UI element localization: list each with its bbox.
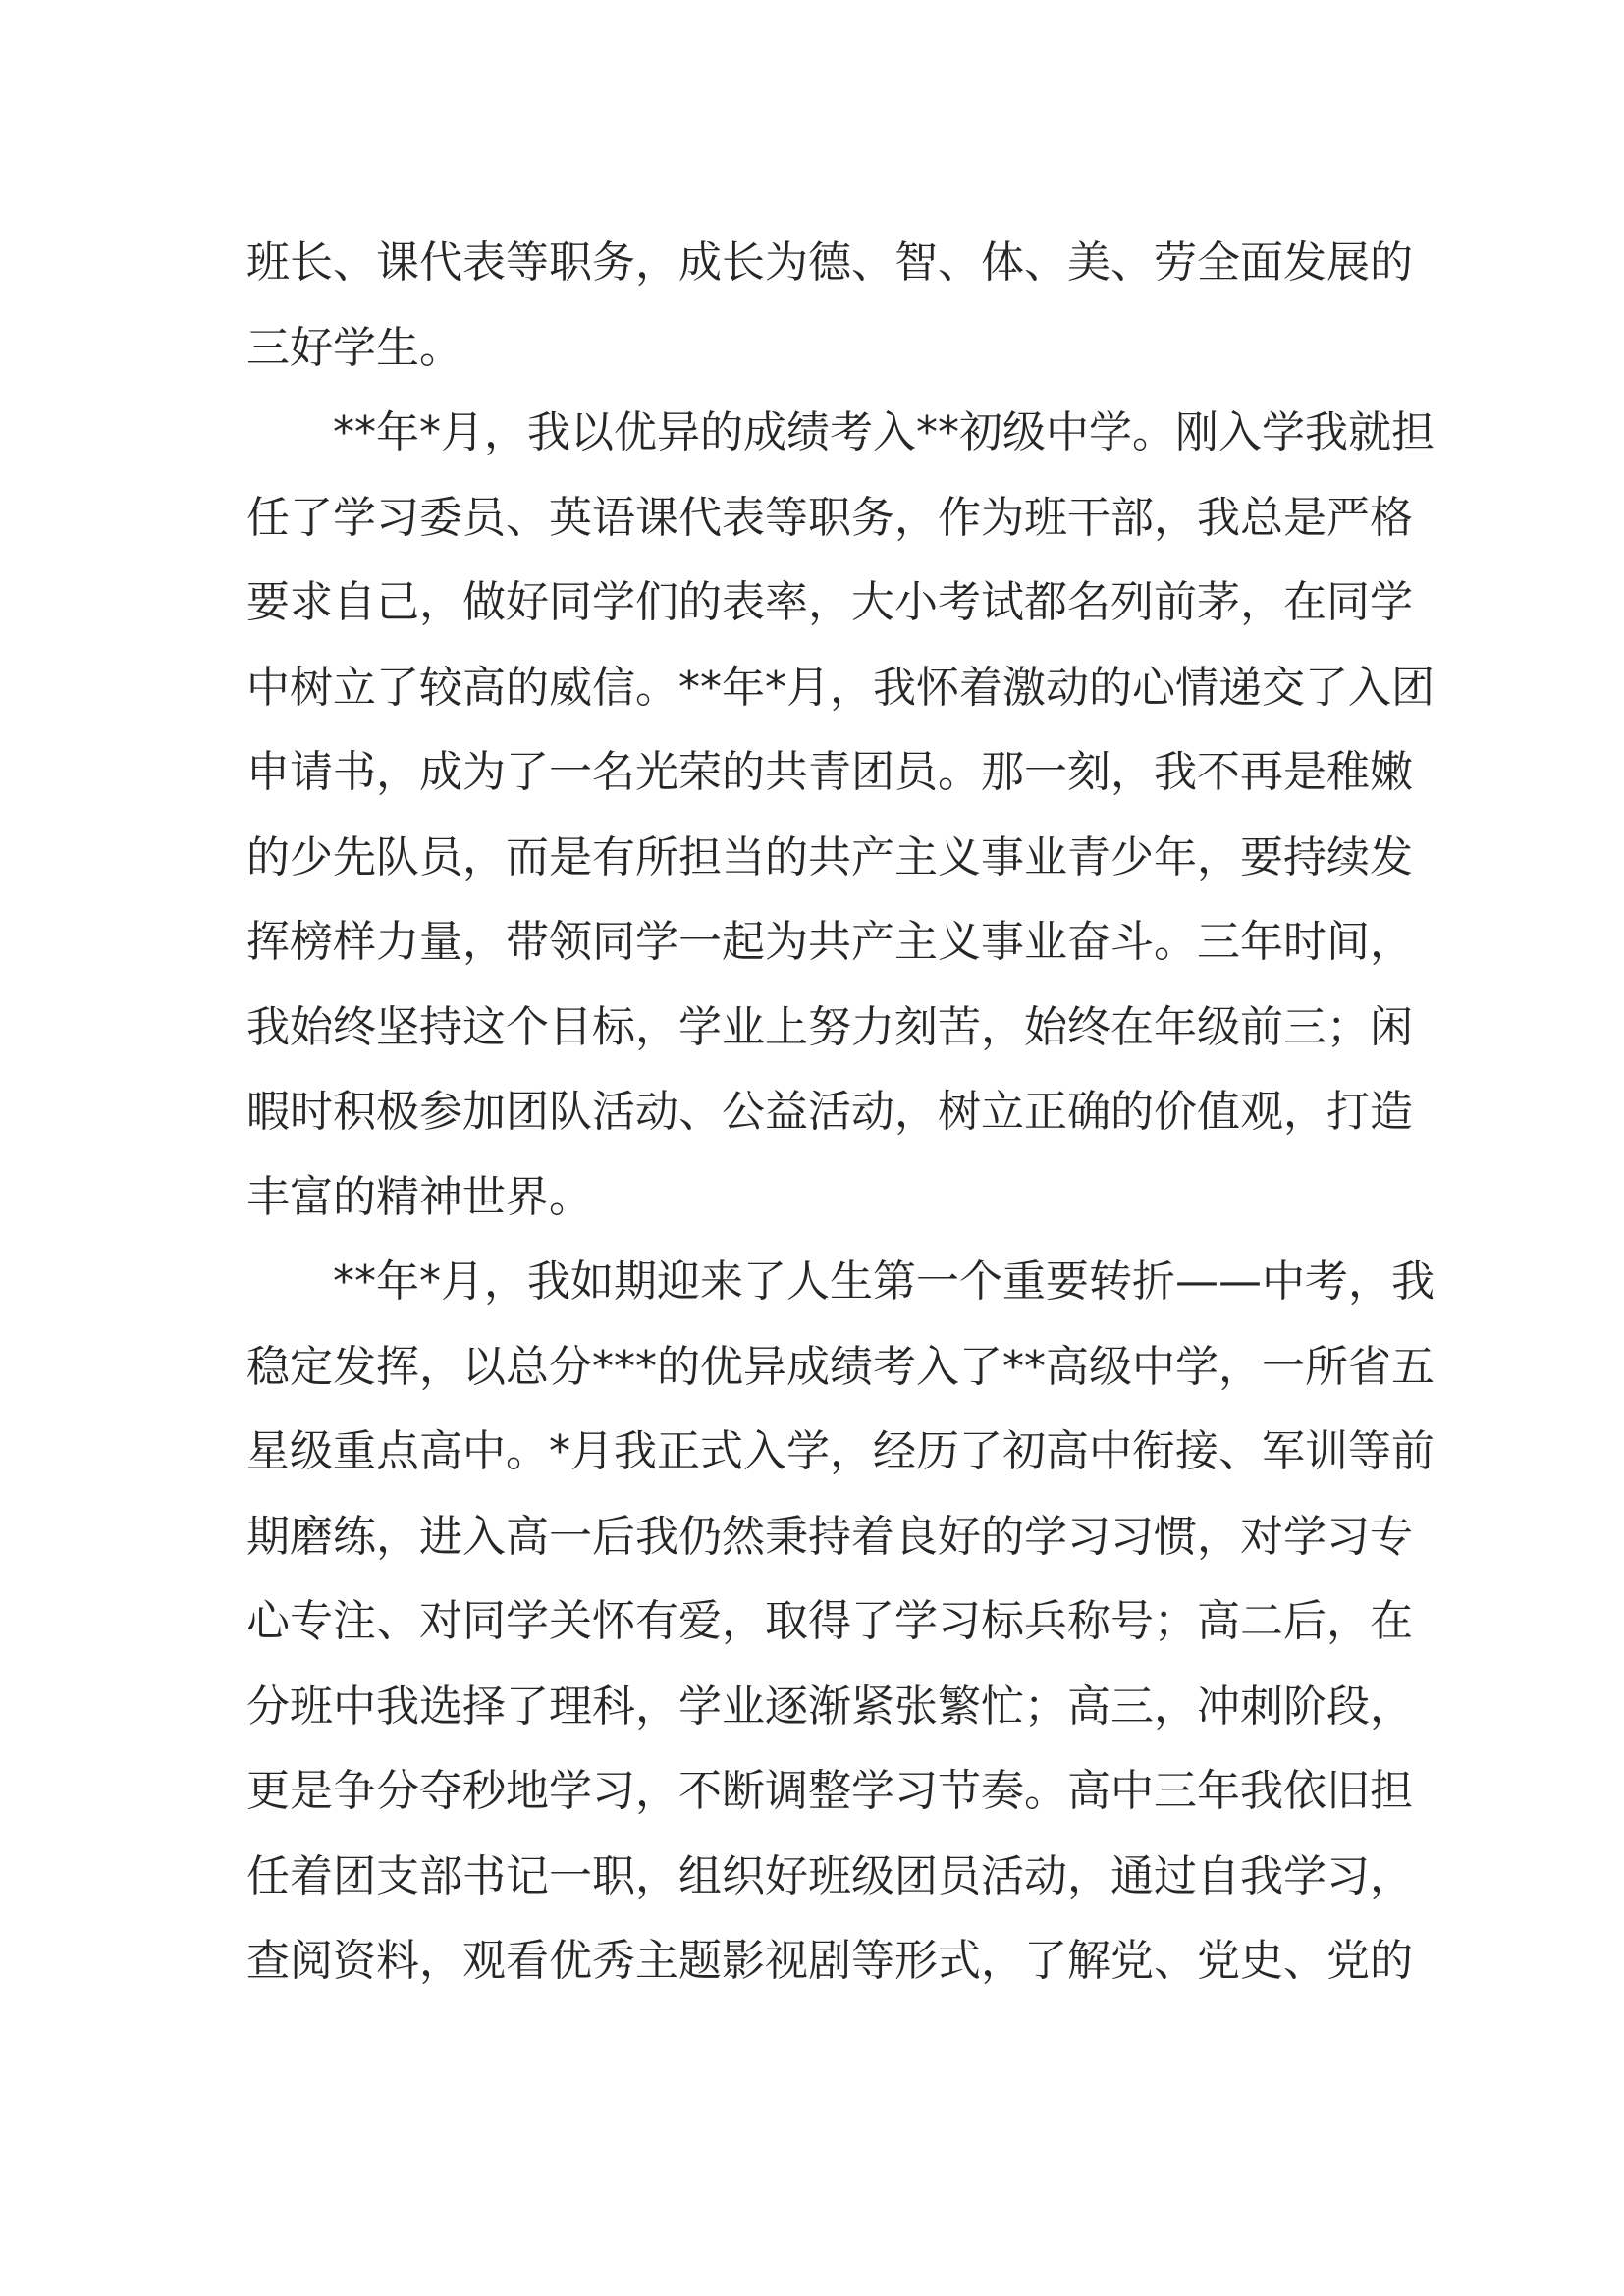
text-line: 分班中我选择了理科，学业逐渐紧张繁忙；高三，冲刺阶段，	[246, 1681, 1413, 1732]
text-line: **年*月，我以优异的成绩考入**初级中学。刚入学我就担	[246, 407, 1435, 457]
text-line: 挥榜样力量，带领同学一起为共产主义事业奋斗。三年时间，	[246, 917, 1413, 967]
text-line: 中树立了较高的威信。**年*月，我怀着激动的心情递交了入团	[246, 662, 1435, 713]
text-line: 申请书，成为了一名光荣的共青团员。那一刻，我不再是稚嫩	[246, 747, 1413, 797]
text-line: 丰富的精神世界。	[246, 1171, 592, 1222]
body-text	[246, 221, 1435, 2004]
text-line: 稳定发挥，以总分***的优异成绩考入了**高级中学，一所省五	[246, 1341, 1435, 1392]
text-line: 的少先队员，而是有所担当的共产主义事业青少年，要持续发	[246, 831, 1413, 882]
text-line: **年*月，我如期迎来了人生第一个重要转折——中考，我	[246, 1256, 1435, 1307]
text-line: 班长、课代表等职务，成长为德、智、体、美、劳全面发展的	[246, 238, 1413, 288]
text-line: 心专注、对同学关怀有爱，取得了学习标兵称号；高二后，在	[246, 1596, 1413, 1646]
text-line: 三好学生。	[246, 322, 462, 373]
text-line: 更是争分夺秒地学习，不断调整学习节奏。高中三年我依旧担	[246, 1766, 1413, 1816]
text-line: 查阅资料，观看优秀主题影视剧等形式，了解党、党史、党的	[246, 1936, 1413, 1986]
text-line: 要求自己，做好同学们的表率，大小考试都名列前茅，在同学	[246, 577, 1413, 627]
text-line: 暇时积极参加团队活动、公益活动，树立正确的价值观，打造	[246, 1087, 1413, 1137]
text-line: 期磨练，进入高一后我仍然秉持着良好的学习习惯，对学习专	[246, 1511, 1413, 1562]
text-line: 任着团支部书记一职，组织好班级团员活动，通过自我学习，	[246, 1850, 1413, 1901]
text-line: 星级重点高中。*月我正式入学，经历了初高中衔接、军训等前	[246, 1426, 1435, 1476]
text-line: 我始终坚持这个目标，学业上努力刻苦，始终在年级前三；闲	[246, 1001, 1413, 1052]
text-line: 任了学习委员、英语课代表等职务，作为班干部，我总是严格	[246, 492, 1413, 543]
